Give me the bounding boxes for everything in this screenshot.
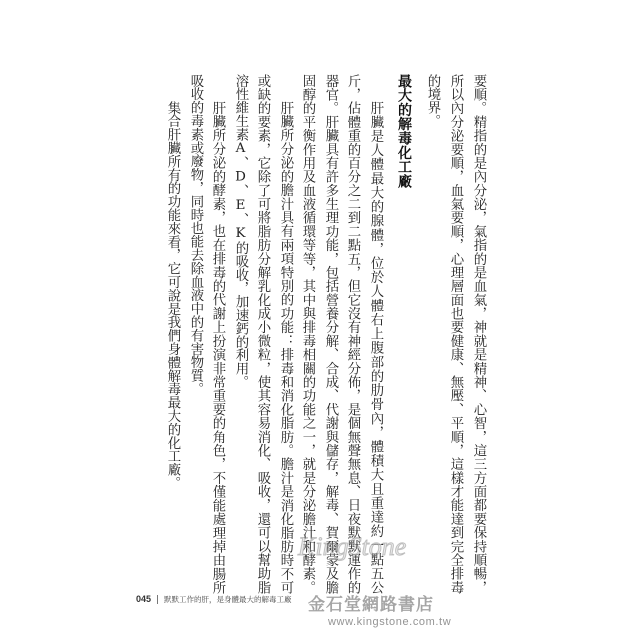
text-column: 肝臟是人體最大的腺體，位於人體右上腹部的肋骨內，體積大且重達約一點五公 [368,100,383,594]
text-column: 要順。精指的是內分泌，氣指的是血氣，神就是精神、心智，這三方面都要保持順暢， [471,74,486,594]
text-column: 器官。肝臟具有許多生理功能，包括營養分解、合成、代謝與儲存，解毒、賀爾蒙及膽 [323,74,338,594]
text-column: 肝臟所分泌的膽汁具有兩項特別的功能：排毒和消化脂肪。膽汁是消化脂肪時不可 [278,100,293,594]
text-column: 溶性維生素A、D、E、K的吸收，加速鈣的利用。 [233,74,248,389]
text-column: 集合肝臟所有的功能來看，它可說是我們身體解毒最大的化工廠。 [165,100,180,490]
watermark-logo: KingStone [298,532,407,561]
text-column: 固醇的平衡作用及血液循環等等，其中與排毒相關的功能之一，就是分泌膽汁和酵素。 [300,74,315,594]
page-number: 045 [136,594,152,604]
text-column: 或缺的要素，它除了可將脂肪分解乳化成小微粒，使其容易消化、吸收，還可以幫助脂 [255,74,270,594]
text-column: 所以內分泌要順，血氣要順，心理層面也要健康、無壓、平順，這樣才能達到完全排毒 [448,74,463,594]
text-column: 的境界。 [425,74,440,128]
watermark-url: www.kingstone.com.tw [328,616,452,628]
text-column: 吸收的毒素或廢物，同時也能去除血液中的有害物質。 [188,74,203,396]
page-footer [136,593,292,605]
running-title: 默默工作的肝，是身體最大的解毒工廠 [164,594,292,604]
footer-divider [157,595,158,604]
section-heading: 最大的解毒化工廠 [396,74,412,189]
text-column: 肝臟所分泌的酵素，也在排毒的代謝上扮演非常重要的角色，不僅能處理掉由腸所 [210,100,225,594]
text-column: 斤，佔體重的百分之二到二點五，但它沒有神經分佈，是個無聲無息、日夜默默運作的 [345,74,360,594]
watermark-store-name: 金石堂網路書店 [308,595,434,615]
